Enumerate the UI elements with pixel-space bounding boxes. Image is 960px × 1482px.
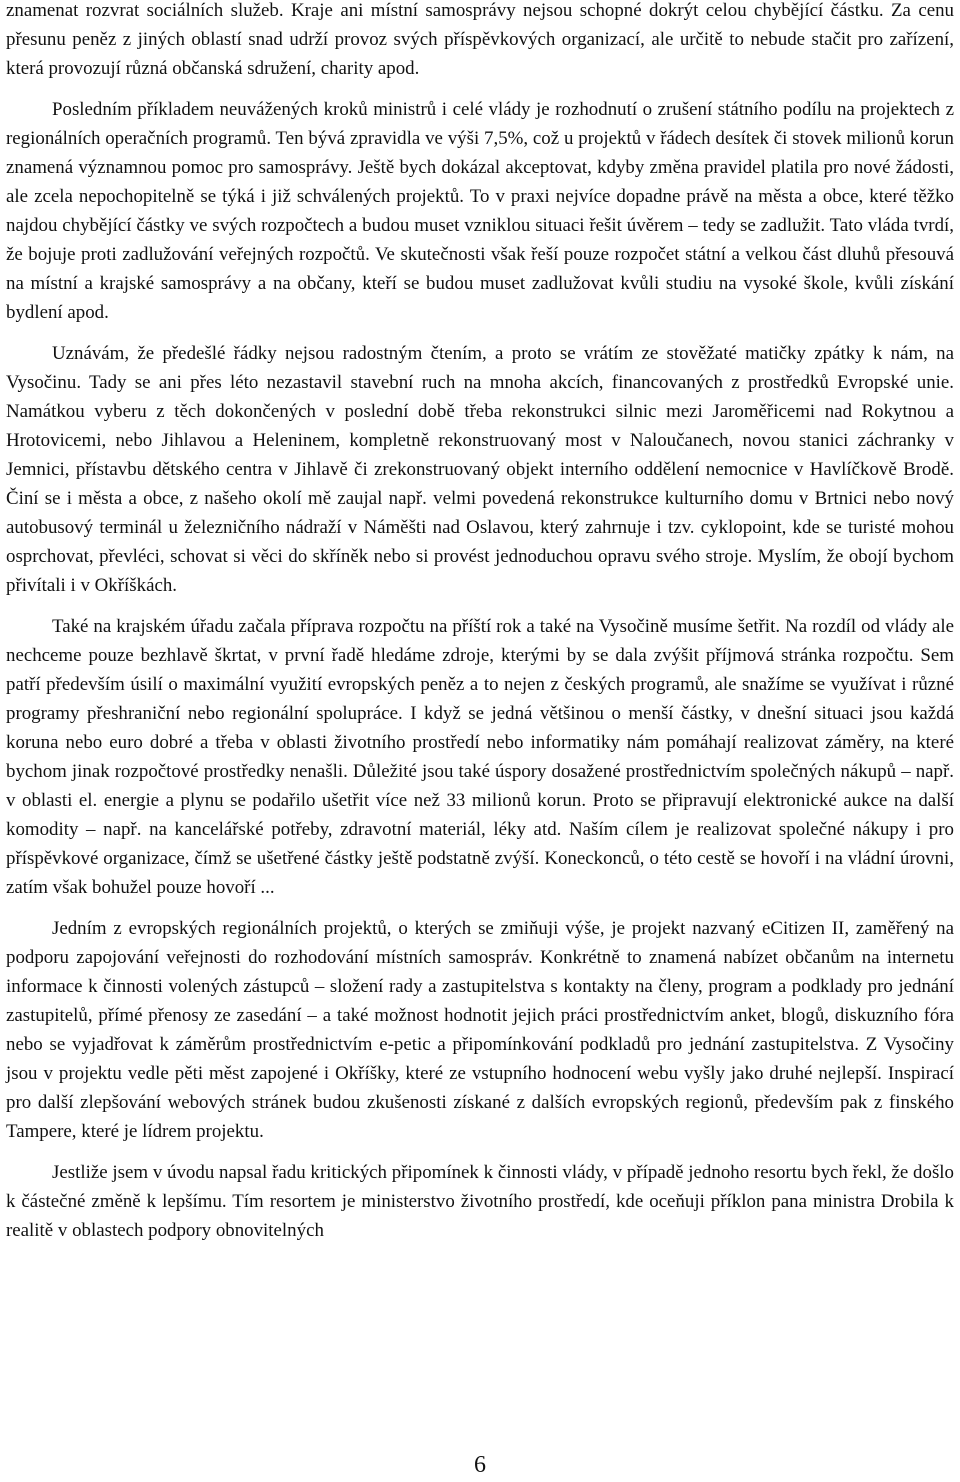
paragraph-regional-budget: Také na krajském úřadu začala příprava rozpočtu na příští rok a také na Vysočině musíme šetřit. Na rozdíl od vlády ale nechceme pouze bezhlavě škrtat, v první řadě hledáme zdroje, kterými by se dala zvýšit příjmová stránka rozpočtu. Sem patří především úsilí o maximální využití evropských peněz a to nejen z českých programů, ale snažíme se využívat i různé programy přeshraniční nebo regionální spolupráce. I když se jedná většinou o menší částky, v dnešní situaci jsou každá koruna nebo euro dobré a třeba v oblasti životního prostředí nebo informatiky nám pomáhají realizovat záměry, na které bychom jinak rozpočtové prostředky nenašli. Důležité jsou také úspory dosažené prostřednictvím společných nákupů – např. v oblasti el. energie a plynu se podařilo ušetřit více než 33 milionů korun. Proto se připravují elektronické aukce na další komodity – např. na kancelářské potřeby, zdravotní materiál, léky atd. Naším cílem je realizovat společné nákupy i pro příspěvkové organizace, čímž se ušetřené částky ještě podstatně zvýší. Koneckonců, o této cestě se hovoří i na vládní úrovni, zatím však bohužel pouze hovoří ... [6,616,954,898]
paragraph-continuation: znamenat rozvrat sociálních služeb. Kraje ani místní samosprávy nejsou schopné dokrýt celou chybějící částku. Za cenu přesunu peněz z jiných oblastí snad udrží provoz svých příspěvkových organizací, ale určitě to nebude stačit pro zařízení, která provozují různá občanská sdružení, charity apod. [6,0,954,79]
document-page [6,0,954,1257]
paragraph-vysocina-projects: Uznávám, že předešlé řádky nejsou radostným čtením, a proto se vrátím ze stověžaté matičky zpátky k nám, na Vysočinu. Tady se ani přes léto nezastavil stavební ruch na mnoha akcích, financovaných z prostředků Evropské unie. Namátkou vyberu z těch dokončených v poslední době třeba rekonstrukci silnic mezi Jaroměřicemi nad Rokytnou a Hrotovicemi, nebo Jihlavou a Heleninem, kompletně rekonstruovaný most v Naloučanech, novou stanici záchranky v Jemnici, přístavbu dětského centra v Jihlavě či zrekonstruovaný objekt interního oddělení nemocnice v Havlíčkově Brodě. Činí se i města a obce, z našeho okolí mě zaujal např. velmi povedená rekonstrukce kulturního domu v Brtnici nebo nový autobusový terminál u železničního nádraží v Náměšti nad Oslavou, který zahrnuje i tzv. cyklopoint, kde se turisté mohou osprchovat, převléci, schovat si věci do skříněk nebo si provést jednoduchou opravu svého stroje. Myslím, že obojí bychom přivítali i v Okříškách. [6,343,954,596]
page-number: 6 [474,1452,486,1478]
paragraph-ecitizen: Jedním z evropských regionálních projektů, o kterých se zmiňuji výše, je projekt nazvaný eCitizen II, zaměřený na podporu zapojování veřejnosti do rozhodování místních samospráv. Konkrétně to znamená nabízet občanům na internetu informace k činnosti volených zástupců – složení rady a zastupitelstva s kontakty na členy, program a podklady pro jednání zastupitelů, přímé přenosy ze zasedání – a také možnost hodnotit jejich práci prostřednictvím anket, blogů, diskuzního fóra nebo se vyjadřovat k záměrům prostřednictvím e-petic a připomínkování podkladů pro jednání zastupitelstva. Z Vysočiny jsou v projektu vedle pěti měst zapojené i Okříšky, které ze vstupního hodnocení webu vyšly jako druhé nejlepší. Inspirací pro další zlepšování webových stránek budou zkušenosti získané z dalších evropských regionů, především pak z finského Tampere, které je lídrem projektu. [6,918,954,1142]
paragraph-environment-ministry: Jestliže jsem v úvodu napsal řadu kritických připomínek k činnosti vlády, v případě jednoho resortu bych řekl, že došlo k částečné změně k lepšímu. Tím resortem je ministerstvo životního prostředí, kde oceňuji příklon pana ministra Drobila k realitě v oblastech podpory obnovitelných [6,1162,954,1241]
paragraph-government-steps: Posledním příkladem neuvážených kroků ministrů i celé vlády je rozhodnutí o zrušení státního podílu na projektech z regionálních operačních programů. Ten bývá zpravidla ve výši 7,5%, což u projektů v řádech desítek či stovek milionů korun znamená významnou pomoc pro samosprávy. Ještě bych dokázal akceptovat, kdyby změna pravidel platila pro nové žádosti, ale zcela nepochopitelně se týká i již schválených projektů. To v praxi nejvíce dopadne právě na města a obce, které těžko najdou chybějící částky ve svých rozpočtech a budou muset vzniklou situaci řešit úvěrem – tedy se zadlužit. Tato vláda tvrdí, že bojuje proti zadlužování veřejných rozpočtů. Ve skutečnosti však řeší pouze rozpočet státní a velkou část dluhů přesouvá na místní a krajské samosprávy a na občany, kteří se budou muset zadlužovat kvůli studiu na vysoké škole, kvůli získání bydlení apod. [6,99,954,323]
